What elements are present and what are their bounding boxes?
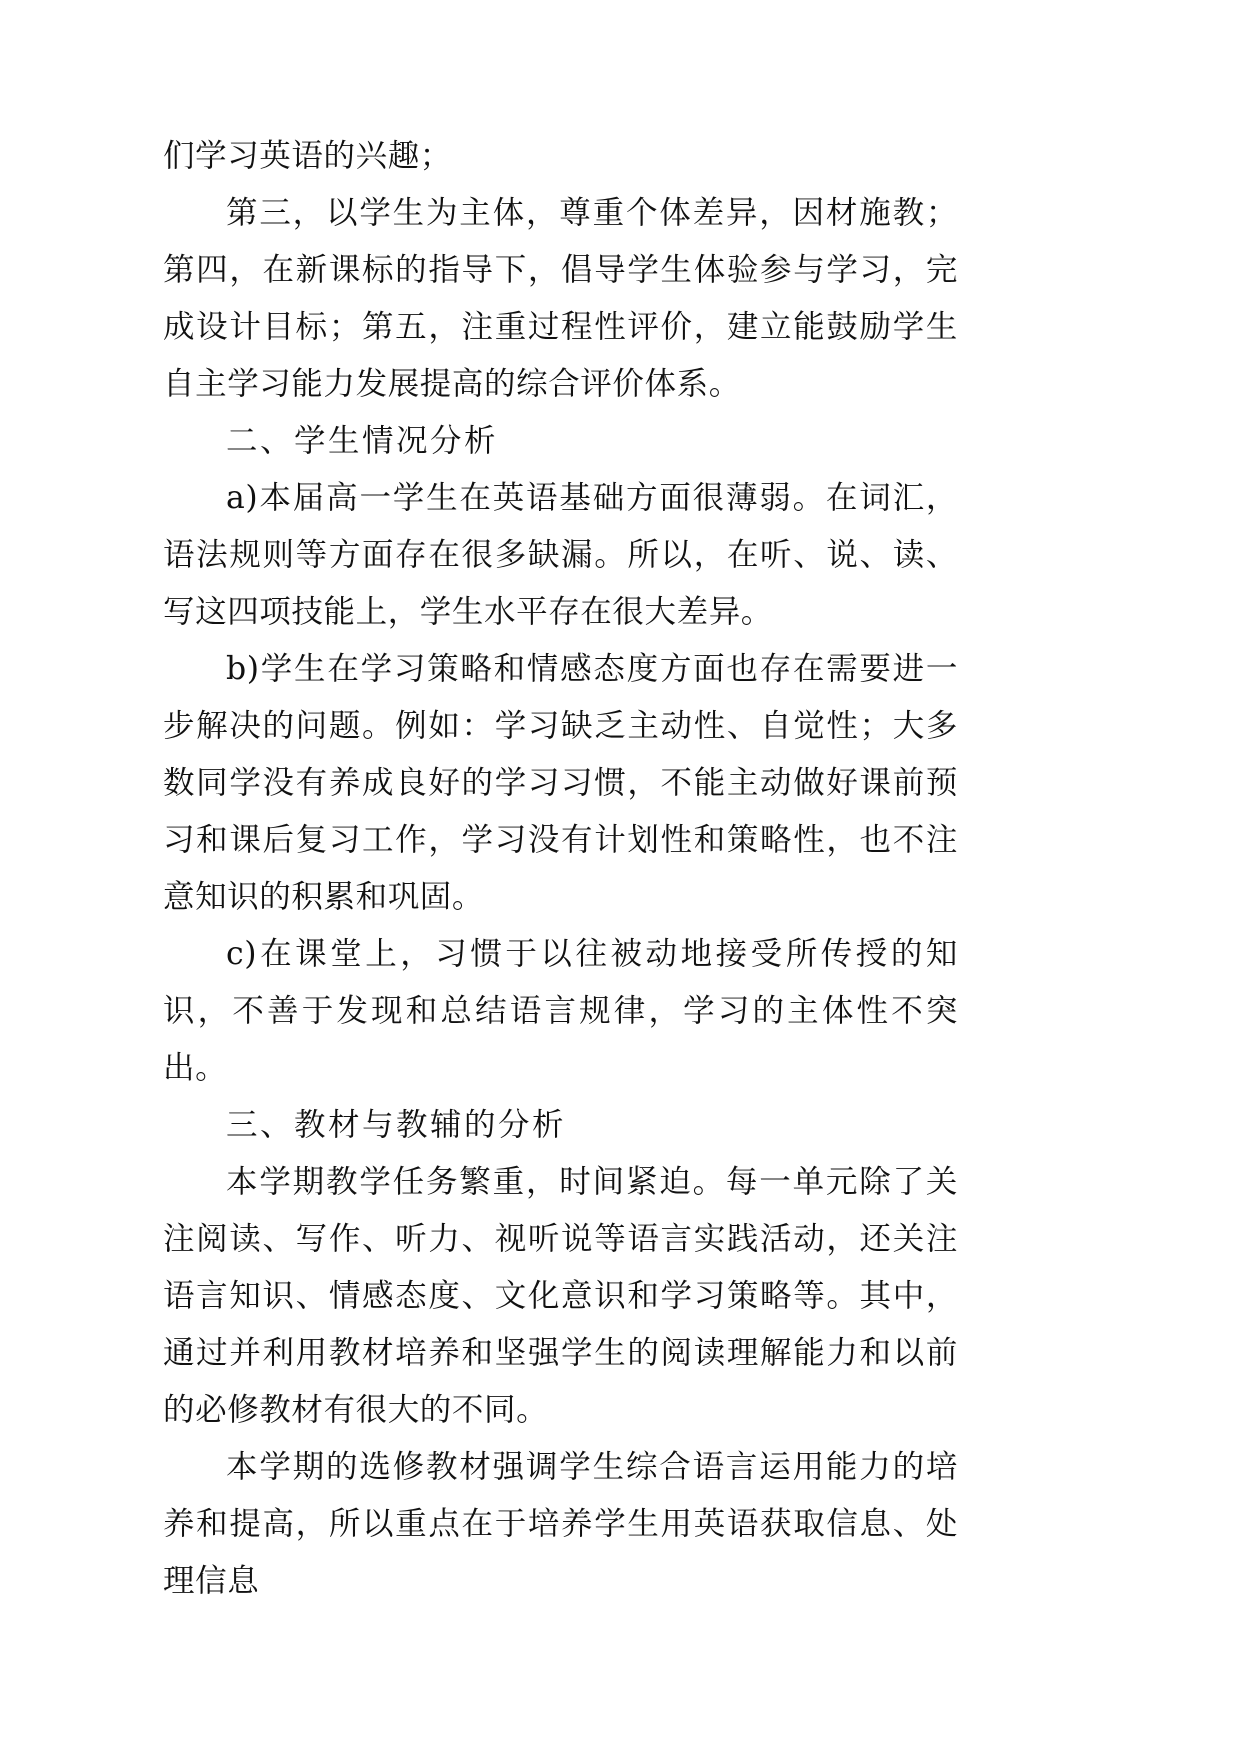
section-heading-student-analysis: 二、学生情况分析 <box>226 423 499 459</box>
paragraph-teaching-tasks: 本学期教学任务繁重，时间紧迫。每一单元除了关注阅读、写作、听力、视听说等语言实践活动，还关注语言知识、情感态度、文化意识和学习策略等。其中，通过并利用教材培养和坚强学生的阅读理解能力和以前的必修教材有很大的不同。 <box>163 1164 958 1428</box>
document-body <box>163 128 958 1610</box>
paragraph-item-a: a)本届高一学生在英语基础方面很薄弱。在词汇，语法规则等方面存在很多缺漏。所以，在听、说、读、写这四项技能上，学生水平存在很大差异。 <box>163 480 958 630</box>
paragraph-item-c: c)在课堂上，习惯于以往被动地接受所传授的知识，不善于发现和总结语言规律，学习的主体性不突出。 <box>163 936 958 1086</box>
paragraph-continuation: 们学习英语的兴趣； <box>163 138 452 174</box>
paragraph-elective-textbook: 本学期的选修教材强调学生综合语言运用能力的培养和提高，所以重点在于培养学生用英语获取信息、处理信息 <box>163 1449 958 1599</box>
paragraph-principles: 第三，以学生为主体，尊重个体差异，因材施教；第四，在新课标的指导下，倡导学生体验参与学习，完成设计目标；第五，注重过程性评价，建立能鼓励学生自主学习能力发展提高的综合评价体系。 <box>163 195 958 402</box>
section-heading-textbook-analysis: 三、教材与教辅的分析 <box>226 1107 567 1143</box>
paragraph-item-b: b)学生在学习策略和情感态度方面也存在需要进一步解决的问题。例如：学习缺乏主动性、自觉性；大多数同学没有养成良好的学习习惯，不能主动做好课前预习和课后复习工作，学习没有计划性和策略性，也不注意知识的积累和巩固。 <box>163 651 958 915</box>
